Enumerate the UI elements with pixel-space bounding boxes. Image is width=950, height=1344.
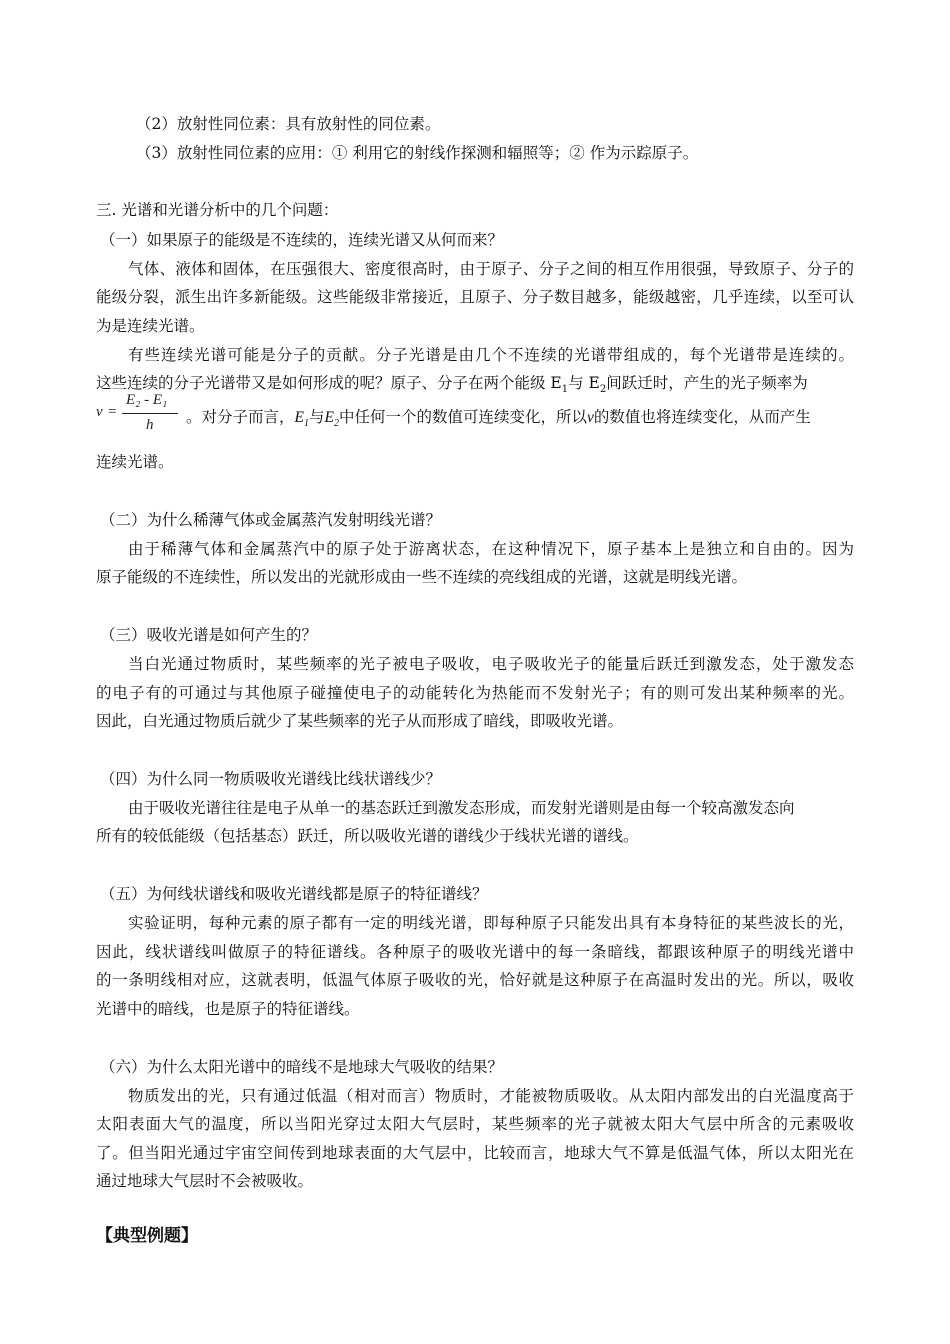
q4-line2: 所有的较低能级（包括基态）跃迁，所以吸收光谱的谱线少于线状光谱的谱线。 — [96, 827, 639, 845]
q1-para1-line1: 气体、液体和固体，在压强很大、密度很高时，由于原子、分子之间的相互作用很强，导致原子、分子的 — [128, 260, 854, 278]
q1-para1-line2: 能级分裂，派生出许多新能级。这些能级非常接近，且原子、分子数目越多，能级越密，几乎连续，以至可认 — [96, 288, 854, 306]
q1-para2-line1: 有些连续光谱可能是分子的贡献。分子光谱是由几个不连续的光谱带组成的，每个光谱带是连续的。 — [128, 346, 854, 364]
formula-denominator: h — [146, 417, 154, 433]
q6-line2: 太阳表面大气的温度，所以当阳光穿过太阳大气层时，某些频率的光子就被太阳大气层中所含的元素吸收 — [96, 1115, 854, 1133]
question-2-title: （二）为什么稀薄气体或金属蒸汽发射明线光谱？ — [100, 511, 442, 529]
frequency-formula — [96, 392, 196, 442]
section-3-title: 三. 光谱和光谱分析中的几个问题： — [96, 201, 339, 219]
q3-line1: 当白光通过物质时，某些频率的光子被电子吸收，电子吸收光子的能量后跃迁到激发态，处于激发态 — [128, 655, 854, 673]
q5-line2: 因此，线状谱线叫做原子的特征谱线。各种原子的吸收光谱中的每一条暗线，都跟该种原子的明线光谱中 — [96, 943, 854, 961]
q1-para2-line2: 这些连续的分子光谱带又是如何形成的呢？原子、分子在两个能级 $E_1$与 $E_2$间跃迁时，产生的光子频率为 — [96, 374, 808, 396]
q2-line2: 原子能级的不连续性，所以发出的光就形成由一些不连续的亮线组成的光谱，这就是明线光谱。 — [96, 568, 748, 586]
q6-line4: 通过地球大气层时不会被吸收。 — [96, 1172, 314, 1190]
q6-line1: 物质发出的光，只有通过低温（相对而言）物质时，才能被物质吸收。从太阳内部发出的白光温度高于 — [128, 1087, 854, 1105]
q6-line3: 了。但当阳光通过宇宙空间传到地球表面的大气层中，比较而言，地球大气不算是低温气体，所以太阳光在 — [96, 1144, 854, 1162]
isotope-item-2: （2）放射性同位素：具有放射性的同位素。 — [136, 115, 441, 133]
q1-para2-line3: 。对分子而言，$E_1$与$E_2$中任何一个的数值可连续变化，所以v的数值也将连续变化，从而产生 — [186, 408, 811, 430]
isotope-item-3: （3）放射性同位素的应用：① 利用它的射线作探测和辐照等；② 作为示踪原子。 — [136, 144, 699, 162]
formula-nu: v — [96, 404, 103, 420]
q2-line1: 由于稀薄气体和金属蒸汽中的原子处于游离状态，在这种情况下，原子基本上是独立和自由的。因为 — [128, 540, 854, 558]
question-4-title: （四）为什么同一物质吸收光谱线比线状谱线少？ — [100, 770, 442, 788]
formula-numerator: E₂ - E₁ — [126, 392, 168, 408]
q3-line3: 因此，白光通过物质后就少了某些频率的光子从而形成了暗线，即吸收光谱。 — [96, 712, 624, 730]
formula-equals: = — [108, 404, 117, 420]
q3-line2: 的电子有的可通过与其他原子碰撞使电子的动能转化为热能而不发射光子；有的则可发出某种频率的光。 — [96, 684, 854, 702]
fraction-bar — [122, 413, 178, 414]
q1-para2-line4: 连续光谱。 — [96, 453, 174, 471]
q5-line3: 的一条明线相对应，这就表明，低温气体原子吸收的光，恰好就是这种原子在高温时发出的光。所以，吸收 — [96, 971, 854, 989]
question-6-title: （六）为什么太阳光谱中的暗线不是地球大气吸收的结果？ — [100, 1058, 504, 1076]
q1-para1-line3: 为是连续光谱。 — [96, 317, 205, 335]
q5-line1: 实验证明，每种元素的原子都有一定的明线光谱，即每种原子只能发出具有本身特征的某些波长的光， — [128, 914, 854, 932]
question-1-title: （一）如果原子的能级是不连续的，连续光谱又从何而来？ — [100, 231, 504, 249]
question-3-title: （三）吸收光谱是如何产生的？ — [100, 626, 318, 644]
q4-line1: 由于吸收光谱往往是电子从单一的基态跃迁到激发态形成，而发射光谱则是由每一个较高激发态向 — [128, 799, 795, 817]
question-5-title: （五）为何线状谱线和吸收光谱线都是原子的特征谱线？ — [100, 885, 488, 903]
examples-heading: 【典型例题】 — [96, 1226, 198, 1246]
q5-line4: 光谱中的暗线，也是原子的特征谱线。 — [96, 1000, 360, 1018]
